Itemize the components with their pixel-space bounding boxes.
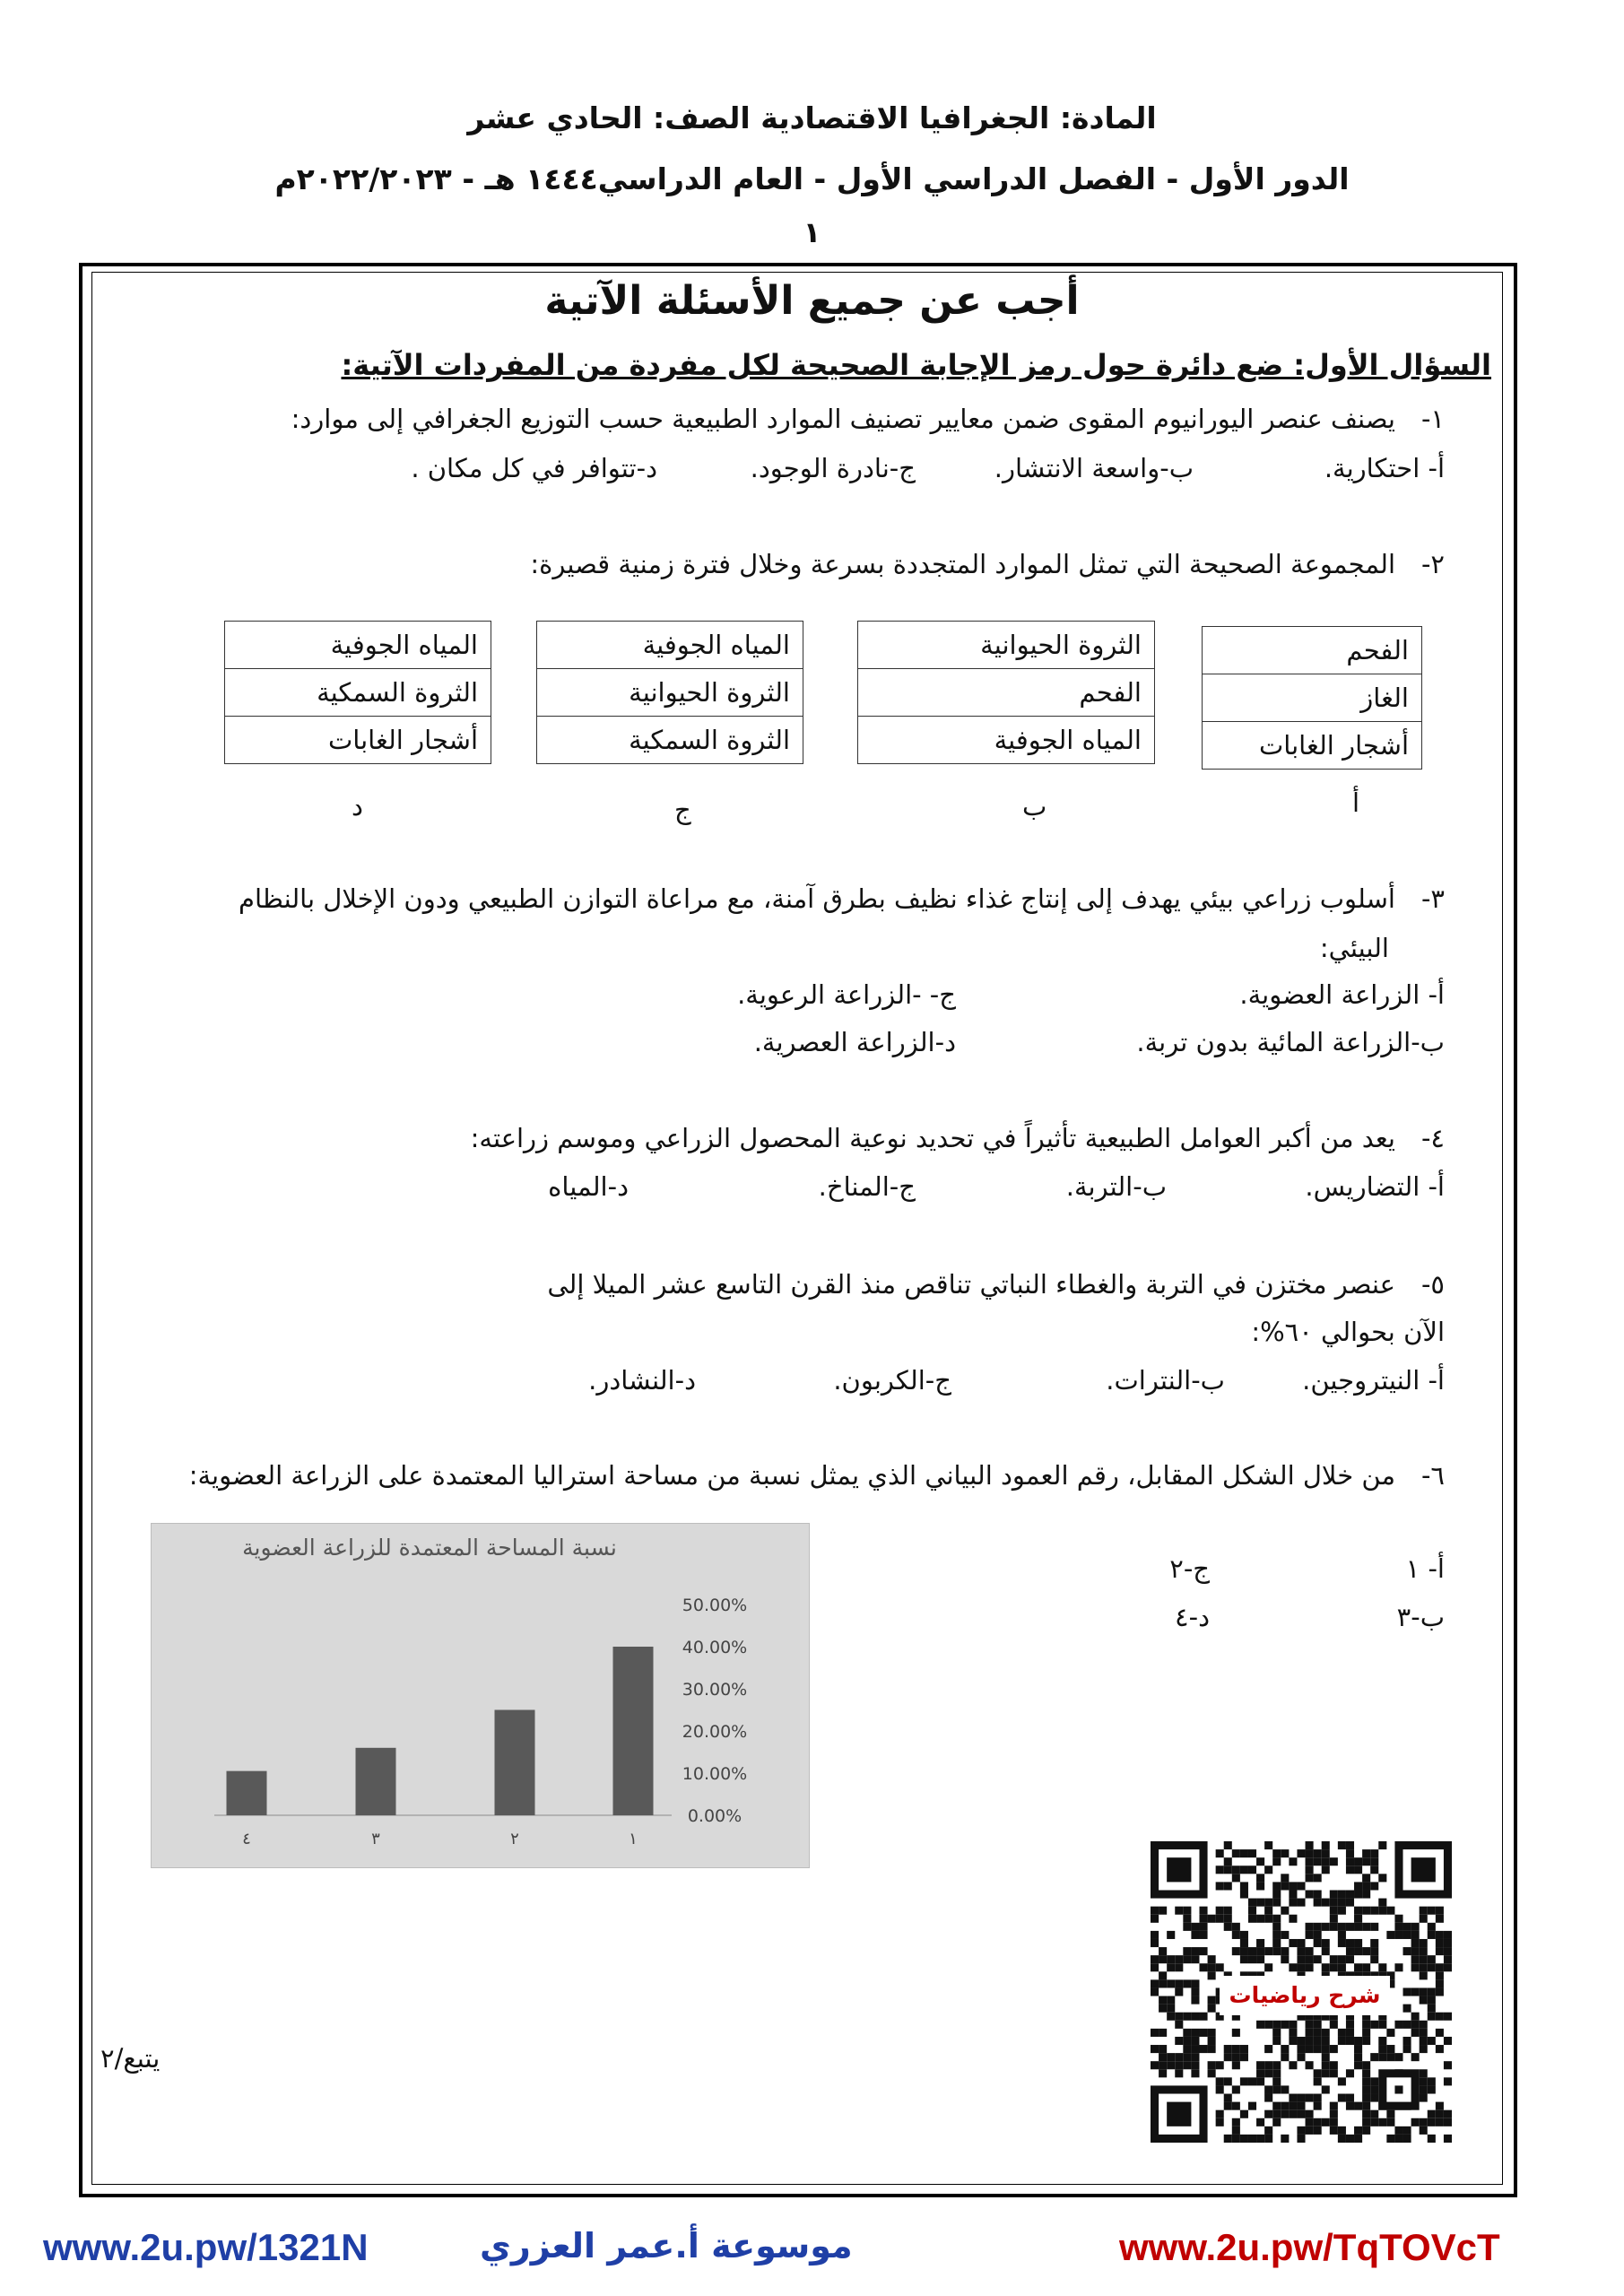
footer-left-url[interactable]: www.2u.pw/1321N bbox=[43, 2226, 369, 2268]
q3-option-a: أ- الزراعة العضوية. bbox=[1239, 979, 1445, 1010]
chart-bar bbox=[356, 1748, 396, 1815]
q2-table-b-row: الثروة الحيوانية bbox=[858, 622, 1155, 669]
chart-category-label: ٤ bbox=[242, 1830, 251, 1848]
chart-category-label: ٢ bbox=[510, 1830, 519, 1848]
q1-option-c: ج-نادرة الوجود. bbox=[750, 453, 916, 483]
chart-bar bbox=[495, 1710, 535, 1816]
q5-text-line1: عنصر مختزن في التربة والغطاء النباتي تناقص منذ القرن التاسع عشر الميلا إلى bbox=[547, 1269, 1395, 1300]
q2-table-a-row: أشجار الغابات bbox=[1203, 722, 1422, 770]
chart-title: نسبة المساحة المعتمدة للزراعة العضوية bbox=[242, 1535, 617, 1561]
q2-table-b bbox=[857, 621, 1155, 764]
q6-option-c: ج-٢ bbox=[1169, 1553, 1210, 1584]
q3-option-c: ج- -الزراعة الرعوية. bbox=[737, 979, 956, 1010]
q4-option-a: أ- التضاريس. bbox=[1305, 1171, 1445, 1202]
q5-text-line2: الآن بحوالي ٦٠%: bbox=[1251, 1317, 1445, 1347]
q4-option-d: د-المياه bbox=[548, 1171, 629, 1202]
chart-bar bbox=[613, 1647, 654, 1815]
chart-y-tick-label: 30.00% bbox=[682, 1680, 748, 1700]
q1-option-d: د-تتوافر في كل مكان . bbox=[411, 453, 657, 483]
q1-text: يصنف عنصر اليورانيوم المقوى ضمن معايير تصنيف الموارد الطبيعية حسب التوزيع الجغرافي إلى موارد: bbox=[291, 404, 1395, 434]
q2-table-c bbox=[536, 621, 803, 764]
q2-table-b-row: المياه الجوفية bbox=[858, 717, 1155, 764]
q4-number: ٤- bbox=[1420, 1123, 1445, 1153]
qr-label: شرح رياضيات bbox=[1220, 1976, 1390, 2015]
q2-table-a-row: الغاز bbox=[1203, 674, 1422, 722]
q6-text: من خلال الشكل المقابل، رقم العمود البياني الذي يمثل نسبة من مساحة استراليا المعتمدة على الزراعة العضوية: bbox=[188, 1460, 1395, 1491]
q2-letter-d: د bbox=[352, 791, 363, 822]
q3-option-d: د-الزراعة العصرية. bbox=[753, 1027, 956, 1057]
q3-text-line2: البيئي: bbox=[1319, 933, 1389, 963]
header-subject-line: المادة: الجغرافيا الاقتصادية الصف: الحادي عشر bbox=[467, 100, 1157, 135]
q2-number: ٢- bbox=[1420, 549, 1445, 579]
chart-category-label: ١ bbox=[629, 1830, 638, 1848]
q4-option-c: ج-المناخ. bbox=[818, 1171, 916, 1202]
q5-number: ٥- bbox=[1420, 1269, 1445, 1300]
continue-note: يتبع/٢ bbox=[100, 2043, 161, 2074]
q2-table-d bbox=[224, 621, 491, 764]
q2-table-c-row: الثروة الحيوانية bbox=[537, 669, 803, 717]
q2-table-d-row: أشجار الغابات bbox=[225, 717, 491, 764]
q1-option-b: ب-واسعة الانتشار. bbox=[994, 453, 1194, 483]
q3-number: ٣- bbox=[1420, 883, 1445, 914]
chart-bar bbox=[227, 1771, 267, 1815]
header-term-line: الدور الأول - الفصل الدراسي الأول - العام الدراسي١٤٤٤ هـ - ٢٠٢٢/٢٠٢٣م bbox=[274, 161, 1350, 196]
q2-letter-b: ب bbox=[1022, 791, 1047, 822]
chart-plot bbox=[152, 1524, 809, 1867]
footer-right-url[interactable]: www.2u.pw/TqTOVcT bbox=[1119, 2226, 1500, 2268]
question-heading: السؤال الأول: ضع دائرة حول رمز الإجابة الصحيحة لكل مفردة من المفردات الآتية: bbox=[341, 348, 1491, 382]
q5-option-d: د-النشادر. bbox=[588, 1365, 696, 1396]
q6-number: ٦- bbox=[1420, 1460, 1445, 1491]
q1-number: ١- bbox=[1420, 404, 1445, 434]
chart-y-tick-label: 50.00% bbox=[682, 1596, 748, 1615]
organic-farming-chart bbox=[151, 1523, 810, 1868]
q6-option-a: أ- ١ bbox=[1405, 1553, 1445, 1584]
q2-table-c-row: الثروة السمكية bbox=[537, 717, 803, 764]
q5-option-c: ج-الكربون. bbox=[833, 1365, 951, 1396]
chart-category-label: ٣ bbox=[371, 1830, 380, 1848]
q4-option-b: ب-التربة. bbox=[1065, 1171, 1167, 1202]
q2-text: المجموعة الصحيحة التي تمثل الموارد المتجددة بسرعة وخلال فترة زمنية قصيرة: bbox=[530, 549, 1395, 579]
q6-option-d: د-٤ bbox=[1175, 1602, 1210, 1632]
q2-table-a-row: الفحم bbox=[1203, 627, 1422, 674]
q2-table-a bbox=[1202, 626, 1422, 770]
chart-y-tick-label: 10.00% bbox=[682, 1764, 748, 1784]
q5-option-a: أ- النيتروجين. bbox=[1302, 1365, 1445, 1396]
q3-text-line1: أسلوب زراعي بيئي يهدف إلى إنتاج غذاء نظيف بطرق آمنة، مع مراعاة التوازن الطبيعي ودون الإخلال بالنظام bbox=[239, 883, 1395, 914]
q2-table-d-row: المياه الجوفية bbox=[225, 622, 491, 669]
page-title: أجب عن جميع الأسئلة الآتية bbox=[544, 278, 1080, 324]
q2-letter-a: أ bbox=[1352, 787, 1360, 818]
chart-y-tick-label: 40.00% bbox=[682, 1638, 748, 1657]
chart-y-tick-label: 20.00% bbox=[682, 1722, 748, 1742]
q6-option-b: ب-٣ bbox=[1396, 1602, 1445, 1632]
q1-option-a: أ- احتكارية. bbox=[1324, 453, 1445, 483]
q3-option-b: ب-الزراعة المائية بدون تربة. bbox=[1136, 1027, 1445, 1057]
q2-letter-c: ج bbox=[674, 795, 691, 825]
q5-option-b: ب-النترات. bbox=[1106, 1365, 1225, 1396]
chart-y-tick-label: 0.00% bbox=[687, 1806, 743, 1826]
q2-table-b-row: الفحم bbox=[858, 669, 1155, 717]
footer-encyclopedia-name: موسوعة أ.عمر العزري bbox=[480, 2226, 853, 2266]
q2-table-c-row: المياه الجوفية bbox=[537, 622, 803, 669]
q2-table-d-row: الثروة السمكية bbox=[225, 669, 491, 717]
page-number: ١ bbox=[803, 215, 821, 249]
q4-text: يعد من أكبر العوامل الطبيعية تأثيراً في تحديد نوعية المحصول الزراعي وموسم زراعته: bbox=[470, 1123, 1395, 1153]
